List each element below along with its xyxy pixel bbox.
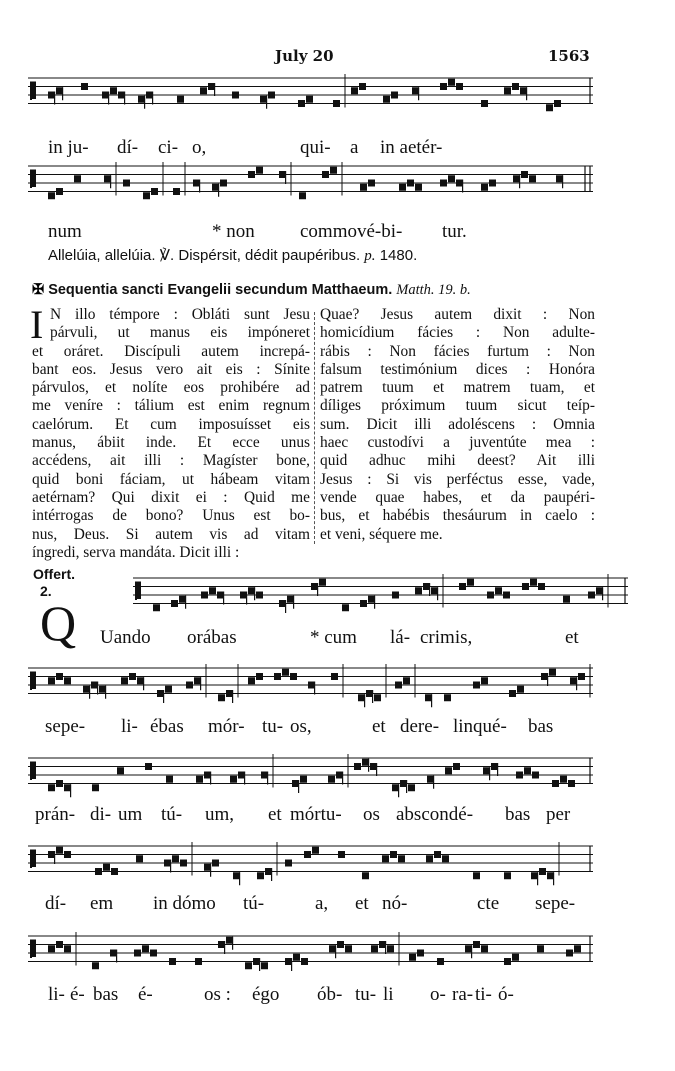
offertory-label: Offert. — [33, 566, 75, 582]
chant-staff-1 — [28, 70, 593, 126]
offertory-lyrics-3: prán- di- um tú- um, et mórtu- os abscondé- bas per — [35, 804, 571, 825]
chant-lyrics-1: in ju- dí- ci- o, qui- a in aetér- — [48, 137, 443, 158]
running-title: July 20 — [275, 47, 334, 65]
offertory-staff-4 — [28, 838, 593, 894]
offertory-staff-3 — [28, 750, 593, 806]
offertory-lyrics-4: dí- em in dómo tú- a, et nó- cte sepe- — [45, 893, 576, 914]
offertory-mode: 2. — [40, 583, 52, 599]
offertory-staff-2 — [28, 660, 593, 716]
gospel-column-right: Quae? Jesus autem dixit : Non homicídium fácies : Non adulte- rábis : Non fácies furtum : Non falsum testimónium dices : Honóra patrem tuum et matrem tuam, et díliges próximum tuum sicut teíp- sum. Dicit illi adoléscens : Omnia haec custodívi a juventúte mea : quid adhuc mihi deest? Ait illi Jesus : Si vis perféctus esse, vade, vende quae habes, et da paupéri- bus, et habébis thesáurum in caelo : et veni, séquere me. — [320, 306, 595, 543]
chant-staff-2 — [28, 158, 593, 218]
drop-cap: I — [30, 302, 44, 347]
column-divider — [314, 312, 315, 544]
offertory-lyrics-1: Uando orábas * cum lá- crimis, et — [100, 627, 579, 648]
gospel-heading: ✠ Sequentia sancti Evangelii secundum Matthaeum. Matth. 19. b. — [32, 282, 471, 298]
page-number: 1563 — [548, 47, 590, 65]
offertory-initial: Q — [40, 595, 77, 651]
alleluia-rubric: Allelúia, allelúia. ℣. Dispérsit, dédit paupéribus. p. 1480. — [48, 247, 418, 264]
gospel-column-left: N illo témpore : Obláti sunt Jesu párvuli, ut manus eis impóneret et oráret. Discípuli autem increpá- bant eos. Jesus vero ait eis : Sínite párvulos, et nolíte eos prohibére ad me veníre : tálium est enim regnum caelórum. Et cum imposuísset eis manus, ábiit inde. Et ecce unus accédens, ait illi : Magíster bone, quid boni fáciam, ut hábeam vitam aetérnam? Qui dixit ei : Quid me intérrogas de bono? Unus est bo- nus, Deus. Si autem vis ad vitam íngredi, serva mandáta. Dicit illi : — [32, 306, 310, 561]
offertory-lyrics-2: sepe- li- ébas mór- tu- os, et dere- linqué- bas — [45, 716, 554, 737]
cross-icon: ✠ — [32, 282, 45, 298]
chant-lyrics-2: num * non commové-bi- tur. — [48, 221, 467, 242]
offertory-staff-5 — [28, 928, 593, 984]
offertory-lyrics-5: li- é- bas é- os : égo ób- tu- li o- ra- ti- ó- — [48, 984, 514, 1005]
offertory-staff-1 — [98, 570, 663, 626]
